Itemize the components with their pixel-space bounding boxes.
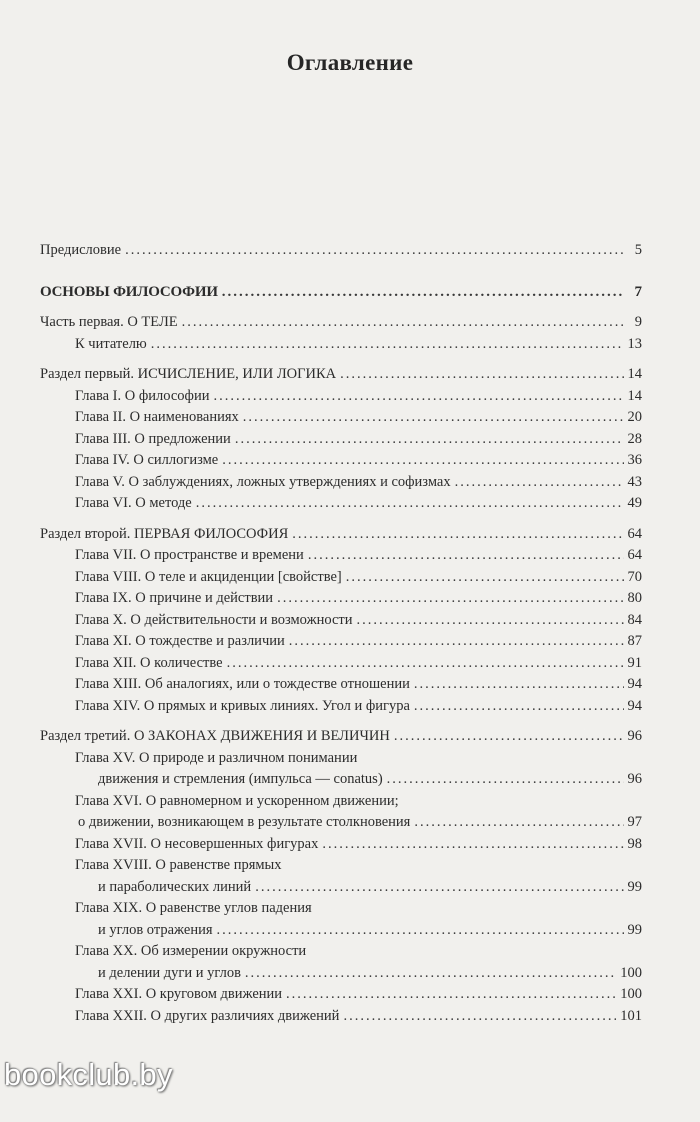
- toc-entry-section[interactable]: [40, 364, 642, 386]
- toc-page-number: 96: [627, 771, 642, 787]
- leader-dots: [387, 769, 624, 791]
- toc-entry-section[interactable]: [40, 524, 642, 546]
- toc-entry-title: Глава XV. О природе и различном понимании: [75, 749, 358, 766]
- toc-page-number: 98: [627, 835, 642, 852]
- toc-entry-chapter-line1[interactable]: [40, 855, 642, 877]
- toc-page-number: 100: [620, 986, 642, 1002]
- toc-page-number: 100: [620, 964, 642, 981]
- leader-dots: [222, 282, 624, 304]
- toc-page-number: 20: [627, 409, 642, 425]
- toc-entry-chapter[interactable]: [40, 450, 642, 472]
- toc-entry-chapter[interactable]: [40, 696, 642, 718]
- toc-page-number: 28: [627, 430, 642, 447]
- toc-entry-title: Глава X. О действительности и возможности: [75, 611, 353, 628]
- toc-page-number: 36: [627, 452, 642, 468]
- toc-page-number: 94: [627, 676, 642, 692]
- toc-entry-title: Раздел второй. ПЕРВАЯ ФИЛОСОФИЯ: [40, 525, 289, 542]
- toc-entry-chapter-line1[interactable]: [40, 791, 642, 813]
- toc-entry-title: Раздел третий. О ЗАКОНАХ ДВИЖЕНИЯ И ВЕЛИЧИН: [40, 728, 390, 744]
- toc-page-number: 97: [627, 814, 642, 830]
- toc-entry-chapter[interactable]: [40, 834, 642, 856]
- leader-dots: [125, 240, 624, 262]
- leader-dots: [340, 364, 623, 386]
- leader-dots: [235, 429, 624, 451]
- toc-page-number: 9: [634, 314, 642, 330]
- toc-page-number: 80: [627, 590, 642, 606]
- toc-entry-chapter[interactable]: [40, 472, 642, 494]
- toc-entry-chapter[interactable]: [40, 588, 642, 610]
- toc-entry-chapter-line2[interactable]: [40, 877, 642, 899]
- toc-entry-chapter[interactable]: [40, 407, 642, 429]
- toc-entry-chapter-line1[interactable]: [40, 941, 642, 963]
- toc-page-number: 7: [634, 283, 642, 300]
- toc-entry-title: Глава XXII. О других различиях движений: [75, 1007, 340, 1024]
- toc-page-number: 64: [627, 547, 642, 563]
- toc-page-number: 101: [620, 1007, 642, 1024]
- toc-entry-title: Глава XXI. О круговом движении: [75, 986, 283, 1002]
- toc-page-number: 14: [627, 387, 642, 404]
- toc-entry-title: Глава XI. О тождестве и различии: [75, 633, 285, 649]
- toc-entry-chapter-line2[interactable]: [40, 769, 642, 791]
- toc-entry-title: К читателю: [75, 335, 147, 352]
- leader-dots: [357, 610, 624, 632]
- toc-entry-chapter[interactable]: [40, 610, 642, 632]
- toc-entry-section[interactable]: [40, 726, 642, 748]
- watermark: bookclub.by: [4, 1057, 173, 1092]
- leader-dots: [289, 631, 624, 653]
- leader-dots: [217, 920, 624, 942]
- toc-entry-title: Глава IX. О причине и действии: [75, 590, 274, 606]
- toc-entry-title: Глава XIII. Об аналогиях, или о тождестве отношении: [75, 676, 410, 692]
- toc-page-number: 5: [634, 242, 642, 258]
- toc-page-number: 94: [627, 697, 642, 714]
- toc-page-number: 99: [627, 921, 642, 938]
- leader-dots: [292, 524, 623, 546]
- toc-entry-title: Глава VI. О методе: [75, 495, 192, 511]
- toc-page-number: 84: [627, 611, 642, 628]
- leader-dots: [243, 407, 624, 429]
- toc-entry-title: Глава II. О наименованиях: [75, 409, 239, 425]
- toc-entry-title: Раздел первый. ИСЧИСЛЕНИЕ, ИЛИ ЛОГИКА: [40, 366, 337, 382]
- toc-entry-title: Глава VIII. О теле и акциденции [свойстве]: [75, 568, 342, 585]
- toc-entry-chapter[interactable]: [40, 631, 642, 653]
- leader-dots: [394, 726, 624, 748]
- page-title: Оглавление: [286, 50, 414, 75]
- leader-dots: [286, 984, 616, 1006]
- toc-entry-chapter[interactable]: [40, 567, 642, 589]
- toc-entry-title: ОСНОВЫ ФИЛОСОФИИ: [40, 283, 218, 300]
- leader-dots: [322, 834, 623, 856]
- toc-entry-chapter-line2[interactable]: [40, 812, 642, 834]
- toc-entry-preface[interactable]: [40, 240, 642, 262]
- leader-dots: [414, 696, 624, 718]
- toc-entry-part-heading[interactable]: [40, 282, 642, 304]
- leader-dots: [308, 545, 624, 567]
- leader-dots: [213, 386, 623, 408]
- toc-entry-chapter[interactable]: [40, 653, 642, 675]
- toc-entry-title: Глава XII. О количестве: [75, 654, 223, 671]
- leader-dots: [196, 493, 624, 515]
- leader-dots: [151, 334, 624, 356]
- toc-entry-title-continued: и углов отражения: [98, 921, 213, 938]
- leader-dots: [346, 567, 624, 589]
- toc-entry-title: Глава I. О философии: [75, 387, 210, 404]
- toc-entry-chapter[interactable]: [40, 429, 642, 451]
- toc-page-number: 99: [627, 878, 642, 895]
- toc-entry-title: Глава XIX. О равенстве углов падения: [75, 900, 312, 916]
- toc-entry-title: Предисловие: [40, 242, 122, 258]
- leader-dots: [343, 1006, 616, 1028]
- toc-page-number: 43: [627, 473, 642, 490]
- toc-page-number: 87: [627, 633, 642, 649]
- toc-entry-title-continued: и параболических линий: [98, 878, 252, 895]
- toc-entry-title: Глава XVII. О несовершенных фигурах: [75, 835, 319, 852]
- toc-entry-chapter[interactable]: [40, 984, 642, 1006]
- toc-entry-title: Глава XX. Об измерении окружности: [75, 943, 307, 959]
- toc-entry-part[interactable]: [40, 312, 642, 334]
- leader-dots: [414, 674, 624, 696]
- toc-entry[interactable]: [40, 334, 642, 356]
- toc-entry-title: Часть первая. О ТЕЛЕ: [40, 314, 178, 330]
- leader-dots: [182, 312, 624, 334]
- toc-entry-chapter-line2[interactable]: [40, 920, 642, 942]
- toc-entry-title-continued: и делении дуги и углов: [98, 964, 241, 981]
- toc-page-number: 70: [627, 568, 642, 585]
- toc-entry-chapter[interactable]: [40, 545, 642, 567]
- toc-page-number: 49: [627, 495, 642, 511]
- toc-page-number: 64: [627, 525, 642, 542]
- leader-dots: [245, 963, 616, 985]
- toc-entry-chapter-line2[interactable]: [40, 963, 642, 985]
- leader-dots: [414, 812, 623, 834]
- toc-entry-title: Глава XIV. О прямых и кривых линиях. Угол и фигура: [75, 697, 410, 714]
- toc-page-number: 91: [627, 654, 642, 671]
- toc-page-number: 96: [627, 728, 642, 744]
- leader-dots: [222, 450, 623, 472]
- leader-dots: [277, 588, 623, 610]
- toc-entry-title-continued: о движении, возникающем в результате столкновения: [78, 814, 411, 830]
- toc-entry-chapter[interactable]: [40, 674, 642, 696]
- toc-page-number: 13: [627, 335, 642, 352]
- leader-dots: [227, 653, 624, 675]
- toc-entry-chapter[interactable]: [40, 493, 642, 515]
- toc-entry-chapter[interactable]: [40, 386, 642, 408]
- toc-entry-chapter-line1[interactable]: [40, 748, 642, 770]
- leader-dots: [455, 472, 624, 494]
- toc-entry-title: Глава XVI. О равномерном и ускоренном движении;: [75, 792, 399, 809]
- table-of-contents: [40, 240, 642, 1027]
- toc-entry-title: Глава III. О предложении: [75, 430, 231, 447]
- toc-page-number: 14: [627, 366, 642, 382]
- toc-entry-title: Глава IV. О силлогизме: [75, 452, 219, 468]
- leader-dots: [255, 877, 623, 899]
- toc-entry-title: Глава VII. О пространстве и времени: [75, 547, 304, 563]
- toc-entry-chapter-line1[interactable]: [40, 898, 642, 920]
- toc-entry-title: Глава XVIII. О равенстве прямых: [75, 857, 282, 873]
- toc-entry-title-continued: движения и стремления (импульса — conatus): [98, 771, 383, 787]
- toc-entry-title: Глава V. О заблуждениях, ложных утверждениях и софизмах: [75, 473, 451, 490]
- toc-entry-chapter[interactable]: [40, 1006, 642, 1028]
